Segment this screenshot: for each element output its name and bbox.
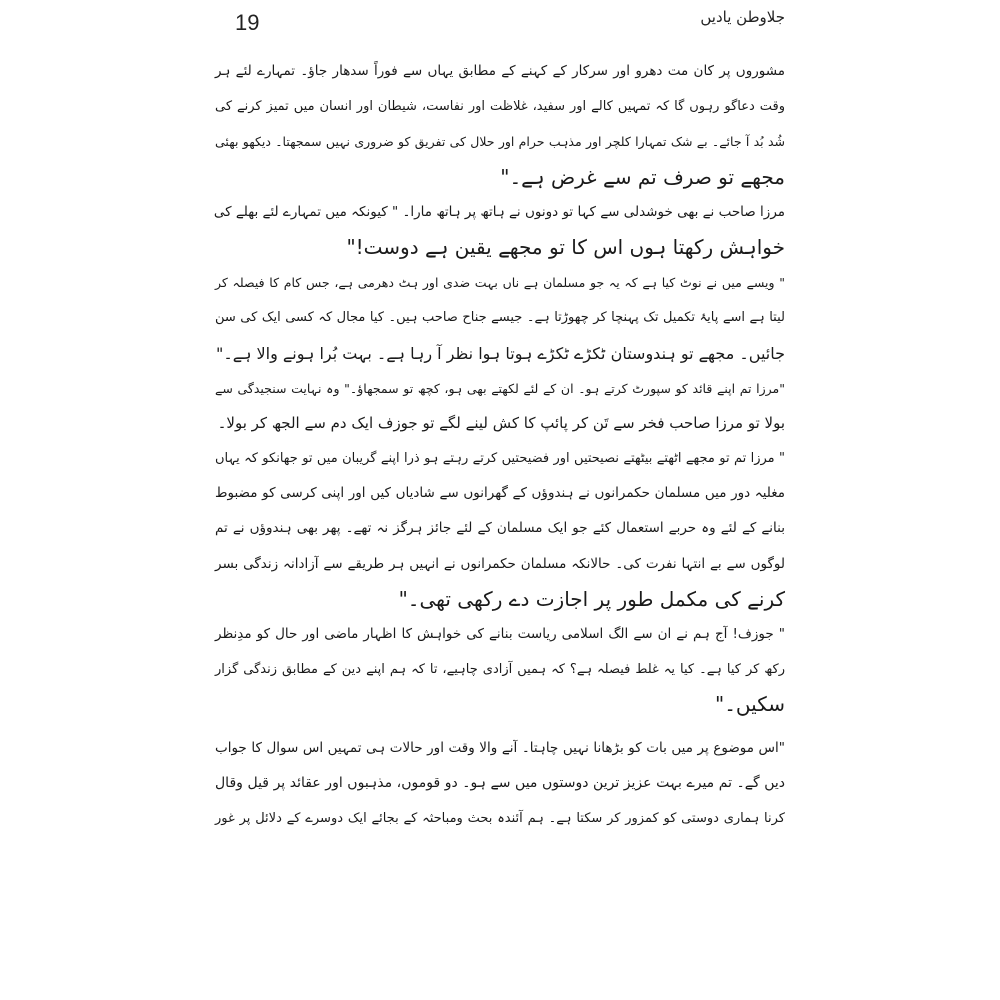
text-line: " مرزا تم تو مجھے اٹھتے بیٹھتے نصیحتیں اور فضیحتیں کرتے رہتے ہو ذرا اپنے گریبان میں تو جھانکو کہ یہاں	[215, 451, 785, 467]
text-line: " ویسے میں نے نوٹ کیا ہے کہ یہ جو مسلمان ہے ناں بہت ضدی اور ہٹ دھرمی ہے، جس کام کا فیصلہ کر	[215, 275, 785, 291]
paragraph	[215, 441, 785, 617]
text-line: مرزا صاحب نے بھی خوشدلی سے کہا تو دونوں نے ہاتھ پر ہاتھ مارا۔ " کیونکہ میں تمہارے لئے بھلے کی	[213, 203, 785, 220]
paragraph	[215, 265, 785, 371]
paragraph	[215, 617, 785, 723]
text-line: " جوزف! آج ہم نے ان سے الگ اسلامی ریاست بنانے کی خواہش کا اظہار ماضی اور حال کو مدِنظر	[215, 626, 785, 642]
text-line: مغلیہ دور میں مسلمان حکمرانوں نے ہندوؤں کے گھرانوں سے شادیاں کیں اور اپنی کرسی کو مضبوط	[215, 485, 785, 502]
paragraph-spacer	[215, 723, 785, 731]
text-line: خواہش رکھتا ہوں اس کا تو مجھے یقین ہے دوست!"	[346, 234, 785, 259]
text-line: "مرزا تم اپنے قائد کو سپورٹ کرتے ہو۔ ان کے لئے لکھتے بھی ہو، کچھ تو سمجھاؤ۔" وہ نہایت سنجیدگی سے	[215, 380, 785, 396]
text-line: بولا تو مرزا صاحب فخر سے تَن کر پائپ کا کش لینے لگے تو جوزف ایک دم سے الجھ کر بولا۔	[217, 413, 785, 432]
text-line: مجھے تو صرف تم سے غرض ہے۔"	[500, 164, 785, 189]
paragraph	[215, 371, 785, 441]
text-line: شُد بُد آ جائے۔ بے شک تمہارا کلچر اور مذہب حرام اور حلال کی تفریق کو ضروری نہیں سمجھتا۔ دیکھو بھئی	[215, 134, 785, 150]
page-header	[235, 6, 785, 36]
text-line: جائیں۔ مجھے تو ہندوستان ٹکڑے ٹکڑے ہوتا ہوا نظر آ رہا ہے۔ بہت بُرا ہونے والا ہے۔"	[215, 343, 785, 363]
paragraph	[215, 54, 785, 195]
text-line: دیں گے۔ تم میرے بہت عزیز ترین دوستوں میں سے ہو۔ دو قوموں، مذہبوں اور عقائد پر قیل وقال	[215, 774, 785, 791]
text-line: لوگوں سے بے انتہا نفرت کی۔ حالانکہ مسلمان حکمرانوں نے انہیں ہر طریقے سے آزادانہ زندگی بسر	[215, 555, 785, 572]
text-line: لیتا ہے اسے پایۂ تکمیل تک پہنچا کر چھوڑتا ہے۔ جیسے جناح صاحب ہیں۔ کیا مجال کہ کسی ایک کی سن	[215, 310, 785, 326]
body-text	[215, 54, 785, 836]
page-number: 19	[235, 10, 260, 35]
text-line: "اس موضوع پر میں بات کو بڑھانا نہیں چاہتا۔ آنے والا وقت اور حالات ہی تمہیں اس سوال کا جواب	[215, 739, 785, 756]
text-line: مشوروں پر کان مت دھرو اور سرکار کے کہنے کے مطابق یہاں سے فوراً سدھار جاؤ۔ تمہارے لئے ہر	[215, 63, 785, 79]
text-line: کرنے کی مکمل طور پر اجازت دے رکھی تھی۔"	[398, 586, 785, 611]
text-line: کرنا ہماری دوستی کو کمزور کر سکتا ہے۔ ہم آئندہ بحث ومباحثہ کے بجائے ایک دوسرے کے دلائل پر غور	[215, 810, 785, 826]
running-title: جلاوطن یادیں	[700, 8, 785, 26]
text-line: رکھ کر کیا ہے۔ کیا یہ غلط فیصلہ ہے؟ کہ ہمیں آزادی چاہیے، تا کہ ہم اپنے دین کے مطابق زندگی گزار	[215, 662, 785, 678]
paragraph	[215, 195, 785, 265]
text-line: بنانے کے لئے وہ حربے استعمال کئے جو ایک مسلمان کے لئے جائز ہرگز نہ تھے۔ پھر بھی ہندوؤں نے تم	[215, 520, 785, 537]
text-line: سکیں۔"	[715, 692, 785, 717]
text-line: وقت دعاگو رہوں گا کہ تمہیں کالے اور سفید، غلاظت اور نفاست، شیطان اور انسان میں تمیز کرنے کی	[215, 99, 785, 115]
paragraph	[215, 731, 785, 837]
